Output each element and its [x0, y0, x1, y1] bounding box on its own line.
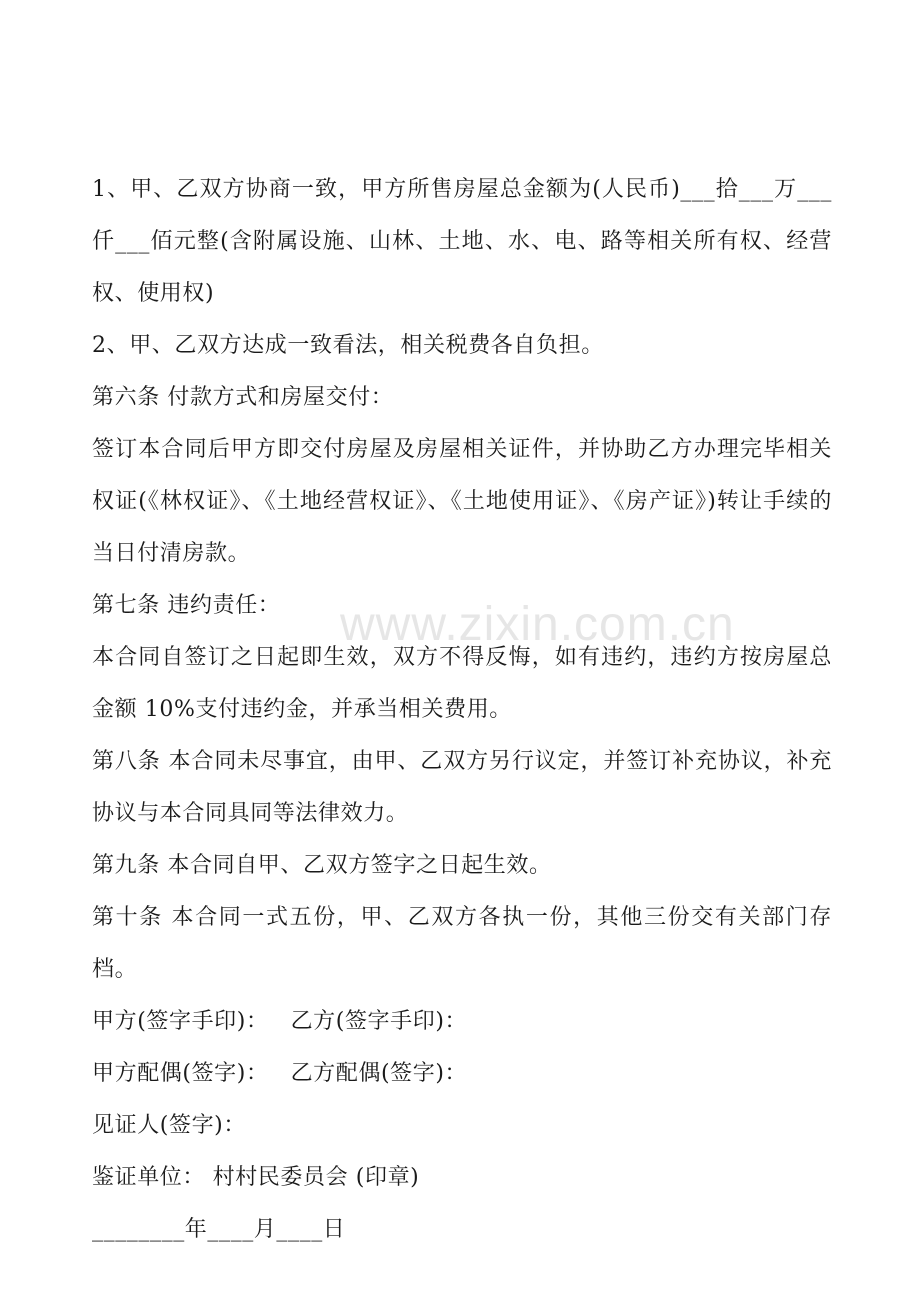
party-b-signature-label: 乙方(签字手印)： [290, 1009, 468, 1034]
date-line: ________年____月____日 [92, 1217, 346, 1242]
contract-body [92, 164, 832, 1256]
article-6-text: 签订本合同后甲方即交付房屋及房屋相关证件，并协助乙方办理完毕相关权证(《林权证》、《土地经营权证》、《土地使用证》、《房产证》)转让手续的当日付清房款。 [92, 437, 832, 566]
signature-row-spouses [92, 1048, 832, 1100]
spouse-b-signature-label: 乙方配偶(签字)： [290, 1061, 468, 1086]
article-6-heading: 第六条 付款方式和房屋交付： [92, 385, 394, 410]
party-a-signature-label: 甲方(签字手印)： [92, 1009, 269, 1034]
article-7-heading: 第七条 违约责任： [92, 593, 281, 618]
signature-row-parties [92, 996, 832, 1048]
article-8-text: 第八条 本合同未尽事宜，由甲、乙双方另行议定，并签订补充协议，补充协议与本合同具同等法律效力。 [92, 749, 832, 826]
spouse-a-signature-label: 甲方配偶(签字)： [92, 1061, 269, 1086]
authority-seal-label: 鉴证单位： 村村民委员会 (印章) [92, 1165, 420, 1190]
clause-paragraph-2: 2、甲、乙双方达成一致看法，相关税费各自负担。 [92, 333, 604, 358]
clause-paragraph-1: 1、甲、乙双方协商一致，甲方所售房屋总金额为(人民币)___拾___万___仟___佰元整(含附属设施、山林、土地、水、电、路等相关所有权、经营权、使用权) [92, 177, 832, 306]
article-7-text: 本合同自签订之日起即生效，双方不得反悔，如有违约，违约方按房屋总金额 10%支付违约金，并承当相关费用。 [92, 645, 832, 722]
article-9-text: 第九条 本合同自甲、乙双方签字之日起生效。 [92, 853, 552, 878]
watermark: www.zixin.com.cn [340, 598, 735, 651]
article-10-text: 第十条 本合同一式五份，甲、乙双方各执一份，其他三份交有关部门存档。 [92, 905, 832, 982]
witness-signature-label: 见证人(签字)： [92, 1113, 246, 1138]
